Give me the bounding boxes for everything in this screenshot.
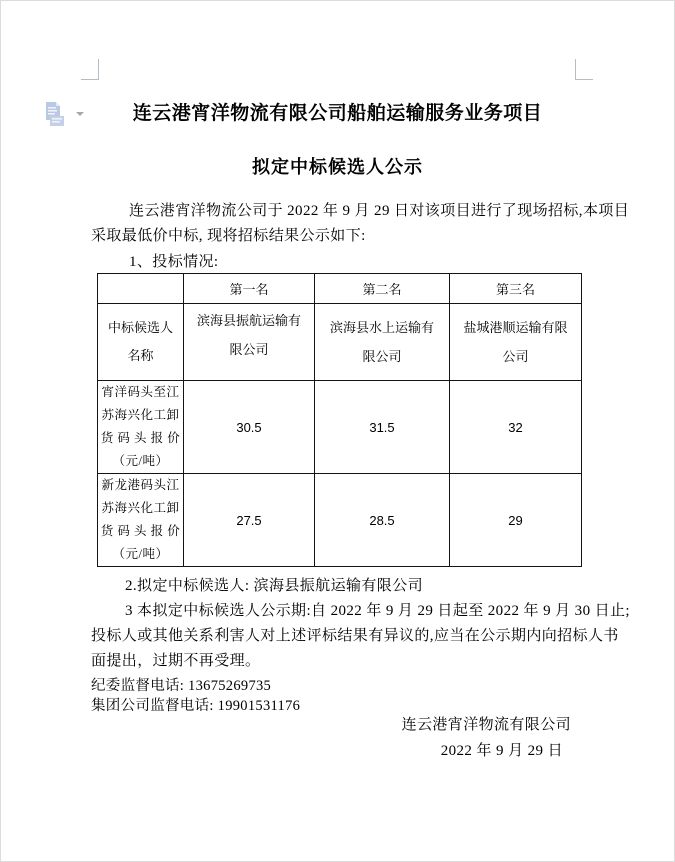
section-3-line-3: 面提出，过期不再受理。 <box>91 653 261 669</box>
header-first-place: 第一名 <box>184 274 315 304</box>
price-row-1-value-1: 30.5 <box>184 381 315 474</box>
price-row-2-value-2: 28.5 <box>315 474 450 567</box>
price-row-2-label-cell: 新龙港码头江 苏海兴化工卸 货 码 头 报 价 （元/吨） <box>98 474 184 567</box>
section-1-heading: 1、投标情况: <box>129 254 219 270</box>
header-second-place: 第二名 <box>315 274 450 304</box>
intro-paragraph-line-2: 采取最低价中标, 现将招标结果公示如下: <box>91 228 366 244</box>
bid-results-table <box>97 273 582 567</box>
company-3-cell: 盐城港顺运输有限 公司 <box>450 304 582 381</box>
price-row-1-value-3: 32 <box>450 381 582 474</box>
header-third-place: 第三名 <box>450 274 582 304</box>
signature-date: 2022 年 9 月 29 日 <box>440 743 563 759</box>
price-row-1-value-2: 31.5 <box>315 381 450 474</box>
candidate-name-row <box>98 304 582 381</box>
signature-company: 连云港宵洋物流有限公司 <box>401 717 571 733</box>
intro-paragraph-line-1: 连云港宵洋物流公司于 2022 年 9 月 29 日对该项目进行了现场招标,本项目 <box>129 203 630 219</box>
section-3-line-1: 3 本拟定中标候选人公示期:自 2022 年 9 月 29 日起至 2022 年 9 月 30 日止; <box>125 603 630 619</box>
company-2-cell: 滨海县水上运输有 限公司 <box>315 304 450 381</box>
document-subtitle: 拟定中标候选人公示 <box>252 157 423 177</box>
table-header-row <box>98 274 582 304</box>
header-empty-cell <box>98 274 184 304</box>
price-row-2-value-1: 27.5 <box>184 474 315 567</box>
price-row-1-label-cell: 宵洋码头至江 苏海兴化工卸 货 码 头 报 价 （元/吨） <box>98 381 184 474</box>
company-1-cell: 滨海县振航运输有 限公司 <box>184 304 315 381</box>
candidate-name-label-cell: 中标候选人 名称 <box>98 304 184 381</box>
price-row-2-value-3: 29 <box>450 474 582 567</box>
section-3-line-2: 投标人或其他关系利害人对上述评标结果有异议的,应当在公示期内向招标人书 <box>91 628 619 644</box>
section-2-text: 2.拟定中标候选人: 滨海县振航运输有限公司 <box>125 578 423 594</box>
price-row-xiaoyang-wharf <box>98 381 582 474</box>
text-boundary-mark-left-icon <box>81 59 99 80</box>
signature-block <box>1 713 571 760</box>
group-supervision-phone: 集团公司监督电话: 19901531176 <box>91 698 301 714</box>
price-row-xinlonggang-wharf <box>98 474 582 567</box>
discipline-supervision-phone: 纪委监督电话: 13675269735 <box>91 678 272 694</box>
document-title: 连云港宵洋物流有限公司船舶运输服务业务项目 <box>132 103 543 124</box>
text-boundary-mark-right-icon <box>575 59 593 80</box>
